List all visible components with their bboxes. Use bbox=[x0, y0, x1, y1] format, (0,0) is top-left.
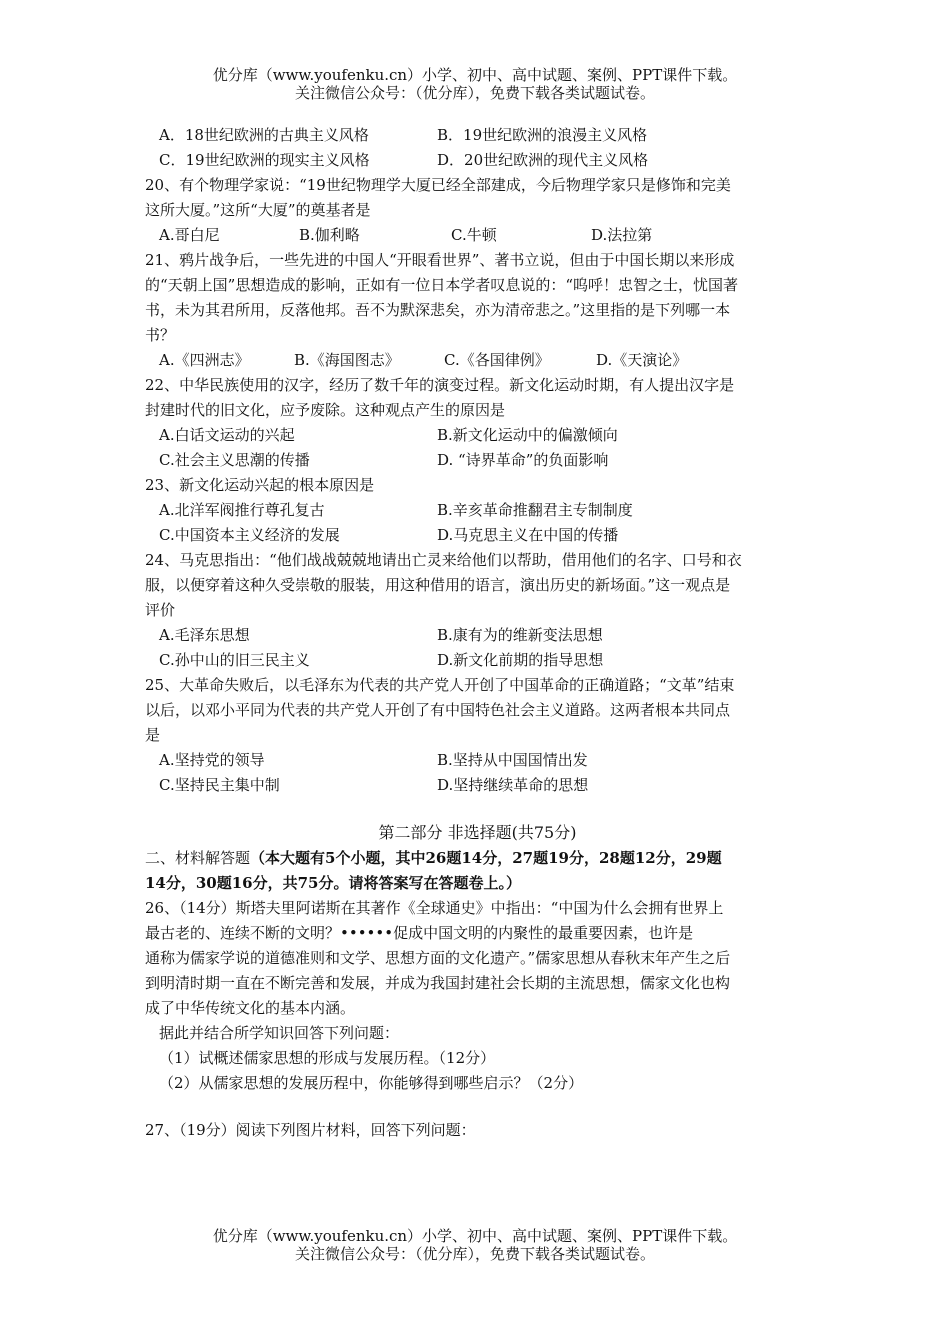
q25-stem-line-2: 以后，以邓小平同为代表的共产党人开创了有中国特色社会主义道路。这两者根本共同点 bbox=[145, 701, 731, 719]
q21-stem-line-1: 21、鸦片战争后，一些先进的中国人“开眼看世界”、著书立说，但由于中国长期以来形成 bbox=[145, 251, 735, 269]
q20-option-a: A.哥白尼 bbox=[159, 226, 220, 244]
q25-stem-line-1: 25、大革命失败后，以毛泽东为代表的共产党人开创了中国革命的正确道路；“文革”结束 bbox=[145, 676, 735, 694]
q19-option-a: A．18世纪欧洲的古典主义风格 bbox=[159, 126, 369, 144]
q23-options-row-1 bbox=[145, 498, 810, 523]
q26-prompt: 据此并结合所学知识回答下列问题： bbox=[159, 1024, 400, 1042]
q21-option-c: C.《各国律例》 bbox=[444, 351, 550, 369]
page-footer bbox=[0, 1227, 950, 1263]
q19-options-row-2 bbox=[145, 148, 810, 173]
header-line-1: 优分库（www.youfenku.cn）小学、初中、高中试题、案例、PPT课件下载。 bbox=[212, 66, 738, 84]
part-two-title: 第二部分 非选择题(共75分) bbox=[378, 823, 577, 842]
q21-stem-line-4: 书？ bbox=[145, 326, 176, 344]
q26-sub-question-2: （2）从儒家思想的发展历程中，你能够得到哪些启示？（2分） bbox=[159, 1074, 584, 1092]
q22-options-row-2 bbox=[145, 448, 810, 473]
q22-stem-line-1: 22、中华民族使用的汉字，经历了数千年的演变过程。新文化运动时期，有人提出汉字是 bbox=[145, 376, 735, 394]
q21-options bbox=[145, 348, 810, 373]
q23-stem-line-1: 23、新文化运动兴起的根本原因是 bbox=[145, 476, 375, 494]
exam-body bbox=[145, 123, 810, 1143]
spacer bbox=[145, 1096, 810, 1118]
q19-option-c: C．19世纪欧洲的现实主义风格 bbox=[159, 151, 370, 169]
q22-stem-line-2: 封建时代的旧文化，应予废除。这种观点产生的原因是 bbox=[145, 401, 506, 419]
q19-option-d: D．20世纪欧洲的现代主义风格 bbox=[437, 151, 649, 169]
q26-stem-line-2: 最古老的、连续不断的文明？••••••促成中国文明的内聚性的最重要因素，也许是 bbox=[145, 924, 694, 942]
q24-option-d: D.新文化前期的指导思想 bbox=[437, 651, 604, 669]
section-two-label: 二、材料解答题 bbox=[145, 849, 251, 867]
q24-option-a: A.毛泽东思想 bbox=[159, 626, 250, 644]
section-two-heading bbox=[145, 846, 810, 871]
q25-option-d: D.坚持继续革命的思想 bbox=[437, 776, 589, 794]
q26-stem-line-1: 26、（14分）斯塔夫里阿诺斯在其著作《全球通史》中指出：“中国为什么会拥有世界上 bbox=[145, 899, 724, 917]
q25-option-c: C.坚持民主集中制 bbox=[159, 776, 280, 794]
q20-stem-line-2: 这所大厦。”这所“大厦”的奠基者是 bbox=[145, 201, 371, 219]
spacer bbox=[145, 798, 810, 820]
q22-option-b: B.新文化运动中的偏激倾向 bbox=[437, 426, 618, 444]
q23-option-d: D.马克思主义在中国的传播 bbox=[437, 526, 619, 544]
q21-stem-line-3: 书，未为其君所用，反落他邦。吾不为默深悲矣，亦为清帝悲之。”这里指的是下列哪一本 bbox=[145, 301, 731, 319]
q24-option-c: C.孙中山的旧三民主义 bbox=[159, 651, 310, 669]
q20-stem-line-1: 20、有个物理学家说：“19世纪物理学大厦已经全部建成，今后物理学家只是修饰和完美 bbox=[145, 176, 731, 194]
q21-option-d: D.《天演论》 bbox=[596, 351, 688, 369]
q24-stem-line-1: 24、马克思指出：“他们战战兢兢地请出亡灵来给他们以帮助，借用他们的名字、口号和衣 bbox=[145, 551, 742, 569]
q25-option-a: A.坚持党的领导 bbox=[159, 751, 265, 769]
q19-options-row-1 bbox=[145, 123, 810, 148]
q20-option-d: D.法拉第 bbox=[591, 226, 653, 244]
footer-line-1: 优分库（www.youfenku.cn）小学、初中、高中试题、案例、PPT课件下载。 bbox=[212, 1227, 738, 1245]
q26-stem-line-5: 成了中华传统文化的基本内涵。 bbox=[145, 999, 356, 1017]
section-two-instructions-2: 14分，30题16分，共75分。请将答案写在答题卷上。） bbox=[145, 874, 521, 892]
q20-options bbox=[145, 223, 810, 248]
q22-option-d: D. “诗界革命”的负面影响 bbox=[437, 451, 609, 469]
q24-stem-line-2: 服，以便穿着这种久受崇敬的服装，用这种借用的语言，演出历史的新场面。”这一观点是 bbox=[145, 576, 731, 594]
footer-line-2: 关注微信公众号：（优分库），免费下载各类试题试卷。 bbox=[294, 1245, 655, 1263]
q25-options-row-1 bbox=[145, 748, 810, 773]
q24-stem-line-3: 评价 bbox=[145, 601, 176, 619]
section-two-instructions-1: （本大题有5个小题，其中26题14分，27题19分，28题12分，29题 bbox=[250, 849, 722, 867]
header-line-2: 关注微信公众号：（优分库），免费下载各类试题试卷。 bbox=[294, 84, 655, 102]
q22-option-a: A.白话文运动的兴起 bbox=[159, 426, 295, 444]
q24-options-row-2 bbox=[145, 648, 810, 673]
q21-option-b: B.《海国图志》 bbox=[294, 351, 400, 369]
q23-option-a: A.北洋军阀推行尊孔复古 bbox=[159, 501, 325, 519]
q22-options-row-1 bbox=[145, 423, 810, 448]
q26-sub-question-1: （1）试概述儒家思想的形成与发展历程。（12分） bbox=[159, 1049, 496, 1067]
q25-stem-line-3: 是 bbox=[145, 726, 161, 744]
q23-options-row-2 bbox=[145, 523, 810, 548]
q27-stem-line-1: 27、（19分）阅读下列图片材料，回答下列问题： bbox=[145, 1121, 476, 1139]
q23-option-b: B.辛亥革命推翻君主专制制度 bbox=[437, 501, 633, 519]
q23-option-c: C.中国资本主义经济的发展 bbox=[159, 526, 340, 544]
q20-option-c: C.牛顿 bbox=[451, 226, 497, 244]
q26-stem-line-3: 通称为儒家学说的道德准则和文学、思想方面的文化遗产。”儒家思想从春秋末年产生之后 bbox=[145, 949, 731, 967]
q19-option-b: B．19世纪欧洲的浪漫主义风格 bbox=[437, 126, 648, 144]
q25-option-b: B.坚持从中国国情出发 bbox=[437, 751, 588, 769]
q26-stem-line-4: 到明清时期一直在不断完善和发展，并成为我国封建社会长期的主流思想，儒家文化也构 bbox=[145, 974, 731, 992]
q24-options-row-1 bbox=[145, 623, 810, 648]
q21-stem-line-2: 的“天朝上国”思想造成的影响，正如有一位日本学者叹息说的：“呜呼！忠智之士，忧国著 bbox=[145, 276, 739, 294]
q20-option-b: B.伽利略 bbox=[299, 226, 360, 244]
page-header bbox=[0, 66, 950, 102]
q25-options-row-2 bbox=[145, 773, 810, 798]
q21-option-a: A.《四洲志》 bbox=[159, 351, 250, 369]
q24-option-b: B.康有为的维新变法思想 bbox=[437, 626, 603, 644]
q22-option-c: C.社会主义思潮的传播 bbox=[159, 451, 310, 469]
